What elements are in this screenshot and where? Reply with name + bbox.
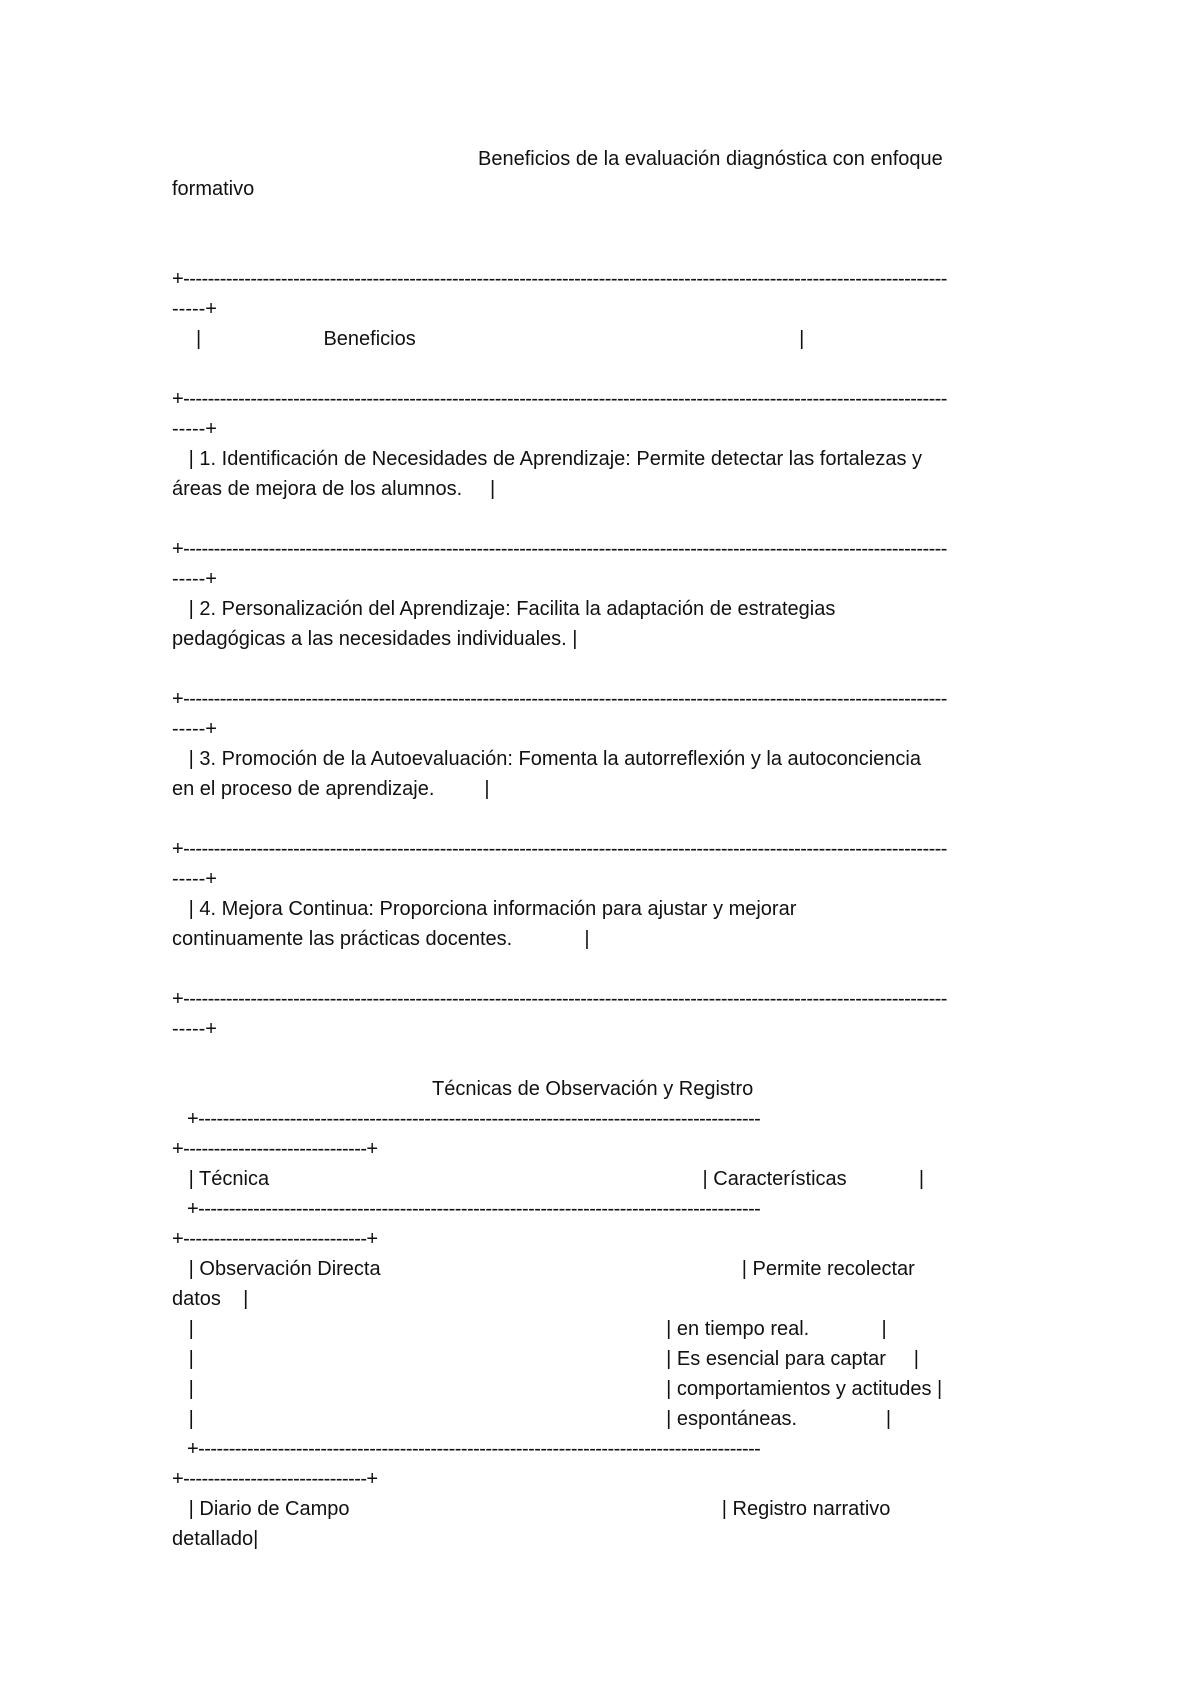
benefit-4-line2: continuamente las prácticas docentes. |: [172, 928, 590, 950]
table-border: +-----------------------------------------------------------------------------------------------------------------------------: [172, 268, 947, 290]
table-border-end: +------------------------------+: [172, 1468, 378, 1490]
table-border: +-----------------------------------------------------------------------------------------------------------------------------: [172, 538, 947, 560]
benefit-2-line2: pedagógicas a las necesidades individuales. |: [172, 628, 578, 650]
benefit-3-line1: | 3. Promoción de la Autoevaluación: Fomenta la autorreflexión y la autoconciencia: [172, 748, 921, 770]
table-border-end: -----+: [172, 568, 217, 590]
doc-title-line1: Beneficios de la evaluación diagnóstica con enfoque: [478, 148, 943, 170]
table-border: +-----------------------------------------------------------------------------------------------------------------------------: [172, 988, 947, 1010]
table-border: +--------------------------------------------------------------------------------------------: [172, 1108, 761, 1130]
observation-line2: datos |: [172, 1288, 249, 1310]
observation-line4: | | Es esencial para captar |: [172, 1348, 919, 1370]
diario-line2: detallado|: [172, 1528, 259, 1550]
benefit-3-line2: en el proceso de aprendizaje. |: [172, 778, 490, 800]
benefit-2-line1: | 2. Personalización del Aprendizaje: Facilita la adaptación de estrategias: [172, 598, 836, 620]
table-border-end: -----+: [172, 1018, 217, 1040]
table-border: +--------------------------------------------------------------------------------------------: [172, 1198, 761, 1220]
table-border-end: -----+: [172, 868, 217, 890]
diario-line1: | Diario de Campo | Registro narrativo: [172, 1498, 891, 1520]
observation-line5: | | comportamientos y actitudes |: [172, 1378, 943, 1400]
table-border-end: -----+: [172, 718, 217, 740]
table-border: +-----------------------------------------------------------------------------------------------------------------------------: [172, 388, 947, 410]
observation-line1: | Observación Directa | Permite recolectar: [172, 1258, 915, 1280]
techniques-header: | Técnica | Características |: [172, 1168, 925, 1190]
observation-line6: | | espontáneas. |: [172, 1408, 892, 1430]
benefit-4-line1: | 4. Mejora Continua: Proporciona información para ajustar y mejorar: [172, 898, 797, 920]
table-border-end: +------------------------------+: [172, 1138, 378, 1160]
table-border: +--------------------------------------------------------------------------------------------: [172, 1438, 761, 1460]
benefit-1-line1: | 1. Identificación de Necesidades de Aprendizaje: Permite detectar las fortalezas y: [172, 448, 923, 470]
table-border-end: -----+: [172, 298, 217, 320]
table-border-end: +------------------------------+: [172, 1228, 378, 1250]
table-border: +-----------------------------------------------------------------------------------------------------------------------------: [172, 688, 947, 710]
benefit-1-line2: áreas de mejora de los alumnos. |: [172, 478, 496, 500]
benefits-header: | Beneficios |: [196, 328, 805, 350]
table-border-end: -----+: [172, 418, 217, 440]
section-title: Técnicas de Observación y Registro: [432, 1078, 754, 1100]
doc-title-line2: formativo: [172, 178, 255, 200]
observation-line3: | | en tiempo real. |: [172, 1318, 887, 1340]
table-border: +-----------------------------------------------------------------------------------------------------------------------------: [172, 838, 947, 860]
